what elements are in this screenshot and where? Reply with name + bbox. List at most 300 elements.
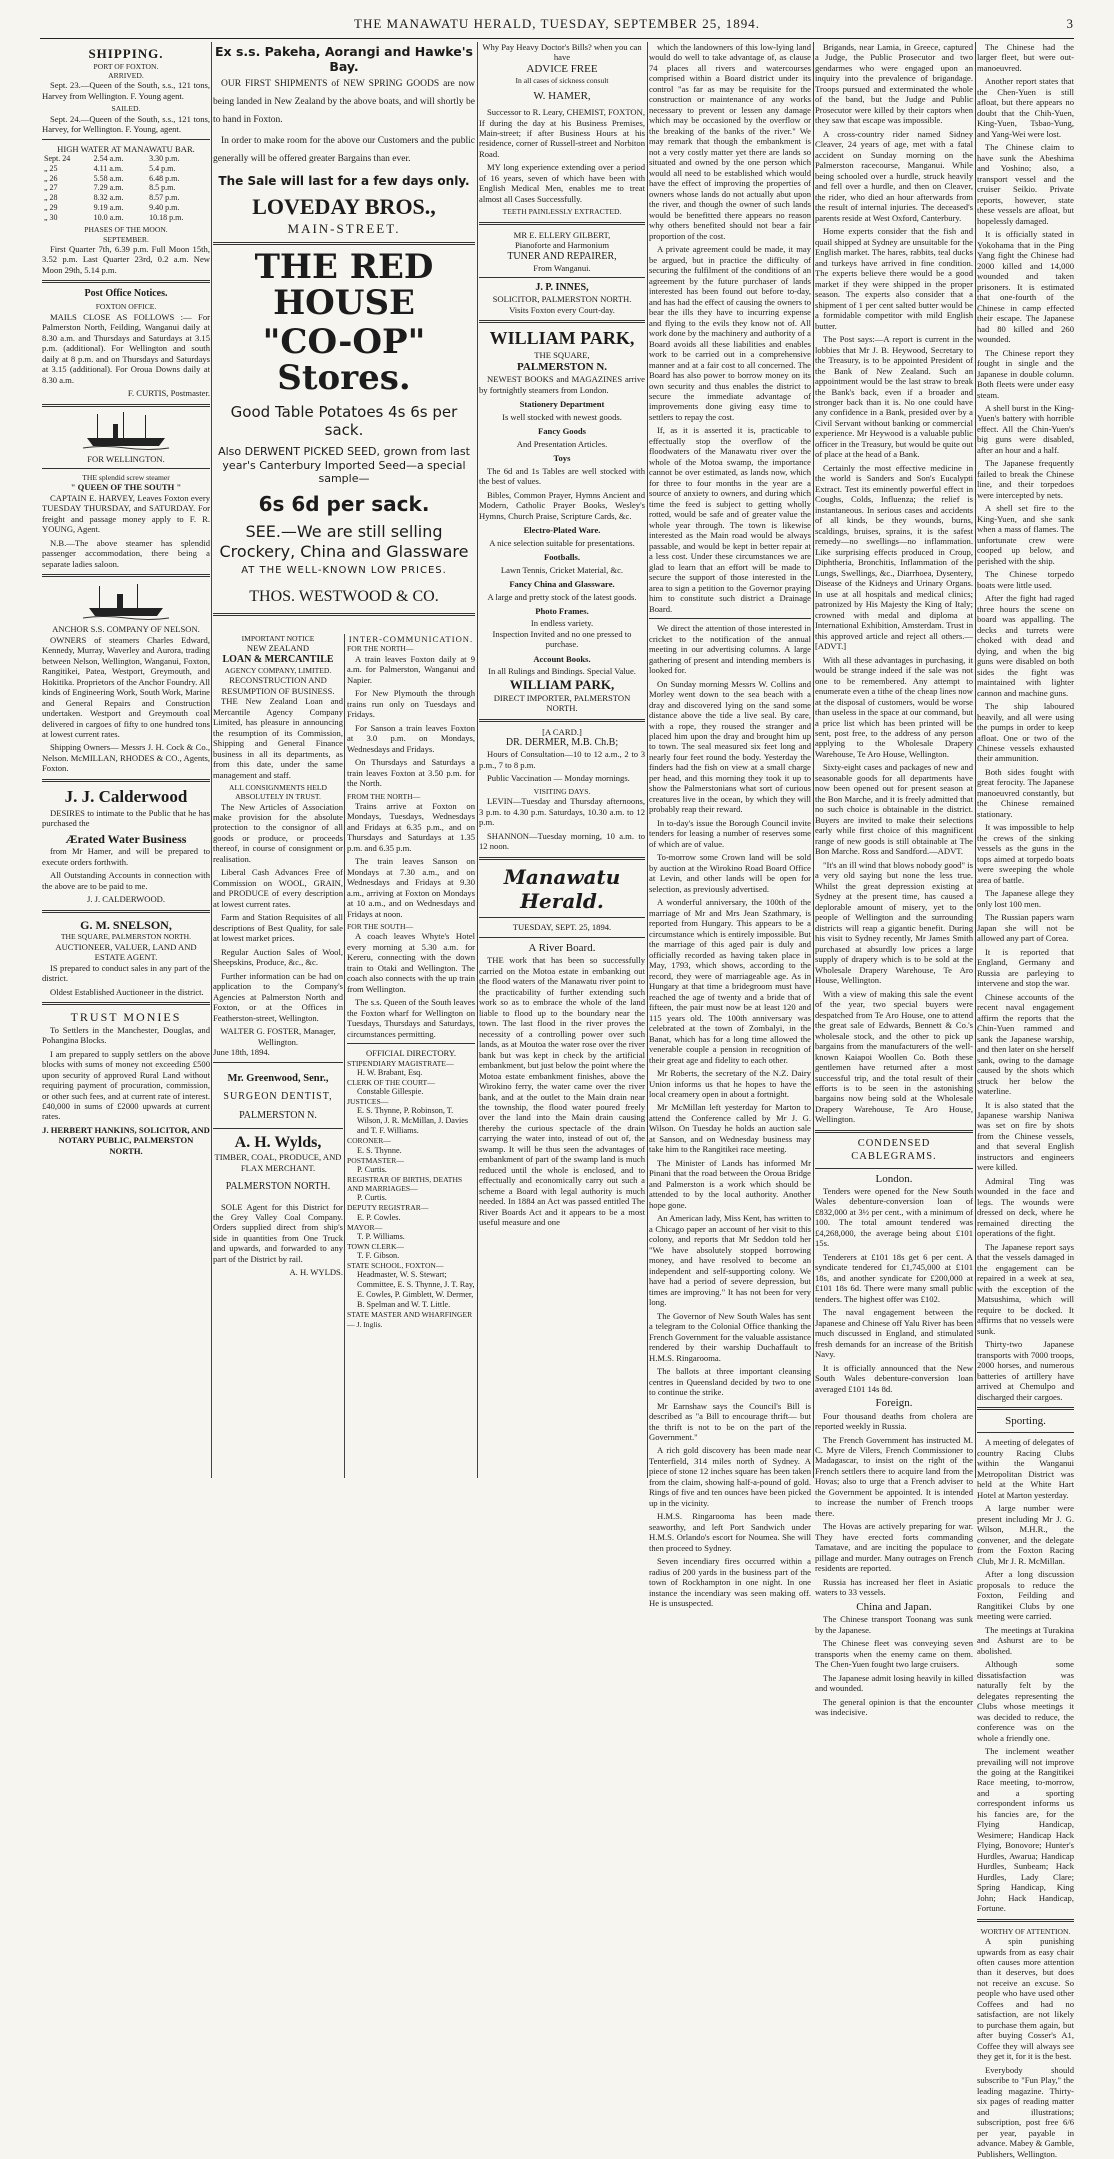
directory-name: T. F. Gibson.	[357, 1251, 400, 1261]
moon-phases: First Quarter 7th, 6.39 p.m. Full Moon 15th, 3.52 p.m. Last Quarter 23rd, 0.2 a.m. New Moon 29th, 5.14 p.m.	[42, 243, 210, 275]
news-para: A cross-country rider named Sidney Cleaver, 24 years of age, met with a fatal accident on Sunday morning on the Palmerston racecourse, Manganui. While being schooled over a hurdle, struck heavily and fell over a hurdle, and then on Cleaver, the rider, who died an hour afterwards from the result of internal injuries. The deceased's parents reside at West Oxford, Canterbury.	[815, 128, 973, 223]
port-name: PORT OF FOXTON.	[93, 61, 159, 71]
moon-month: SEPTEMBER.	[103, 234, 149, 244]
tide-cell: Sept. 24	[44, 154, 71, 164]
westwood-name: THOS. WESTWOOD & CO.	[249, 588, 439, 606]
official-directory	[347, 1059, 475, 1311]
tide-cell: 10.18 p.m.	[149, 212, 184, 222]
directory-name: E. S. Thynne, P. Robinson, T. Wilson, J. R. McMillan, J. Davies and T. F. Williams.	[357, 1106, 469, 1136]
local-news: A wonderful anniversary, the 100th of the marriage of Mr and Mrs Jean Szathmary, is reported from Hungary. This appears to be a circumstance which is entirely impossible. But the marriage of this aged pair is duly and officially recorded as having taken place in May, 1793, which shows, according to the record, they were of marriageable age. As in Hungary at that time a bridegroom must have reached the age of twenty and a bride that of fifteen, the pair must now be at least 120 and 115 years old. The 100th anniversary was celebrated at the town of Zombalyi, in the Banat, which has for a long time allowed the venerable couple a pension in recognition of their great age and fidelity to each other.	[649, 897, 811, 1065]
tide-cell: 9.19 a.m.	[93, 202, 124, 212]
for-south: FOR THE SOUTH—	[347, 922, 414, 932]
hamer-name: W. HAMER,	[533, 89, 591, 102]
inter-heading: INTER-COMMUNICATION.	[348, 634, 474, 644]
directory-role: JUSTICES—	[347, 1097, 389, 1107]
divider	[479, 320, 645, 323]
why-pay: Why Pay Heavy Doctor's Bills? when you can have	[482, 42, 642, 63]
cable-para: Tenders were opened for the New South Wales debenture-conversion loan of £832,000 at 3½ per cent., with a minimum of 100. The total amount tendered was £4,268,000, the average being about £101 15s.	[815, 1185, 973, 1249]
divider	[977, 1432, 1074, 1433]
park-photo: Photo Frames.	[535, 606, 589, 616]
column-divider	[211, 42, 212, 1478]
park-china: Fancy China and Glassware.	[509, 579, 615, 590]
sailed-label: SAILED.	[111, 104, 141, 114]
sale-heading: The Sale will last for a few days only.	[218, 173, 470, 188]
local-news: H.M.S. Ringarooma has been made seaworthy, and left Port Sandwich under H.M.S. Orlando's escort for Noumea. She will then proceed to Sydney.	[649, 1511, 811, 1553]
sailed-text: Sept. 24.—Queen of the South, s.s., 121 tons, Harvey, for Wellington. F. Young, agent.	[42, 113, 210, 135]
loan-heading: LOAN & MERCANTILE	[222, 653, 334, 665]
divider	[815, 1130, 973, 1133]
anchor-agents: Shipping Owners— Messrs J. H. Cock & Co., Nelson. McMILLAN, RHODES & CO., Agents, Foxton.	[42, 742, 210, 774]
for-north: FOR THE NORTH—	[347, 644, 414, 654]
park-footballs: Footballs.	[543, 552, 581, 563]
anchor-text: OWNERS of steamers Charles Edward, Kennedy, Murray, Waverley and Aurora, trading between Nelson, Wellington, Wanganui, Foxton, Rangitikei, Patea, Westport, Greymouth, and Hokitika. Proprietors of the Anchor Foundry. All kinds of Engineering Work, South Work, Marine and General Repairs and Construction undertaken. Westport and Greymouth coal delivered in cargoes of fifty to one hundred tons at lowest current rates.	[42, 634, 210, 739]
war-para: A shell burst in the King-Yuen's battery with horrible effect. All the Chin-Yuen's big guns were disabled, after an hour and a half.	[977, 402, 1074, 455]
divider	[479, 222, 645, 225]
tide-cell: 4.11 a.m.	[93, 163, 124, 173]
news-para: With a view of making this sale the event of the year, two special buyers were despatched from Te Aro House, one to attend the great sale of Edwards, Bennett & Co.'s wholesale stock, and the other to pick up bargains from the manufacturers of the well-known Kaiapoi Woollen Co. Both these gentlemen have returned after a most successful trip, and the total result of their efforts is to be seen in the astonishing bargains now being sold at the Wholesale Drapery Warehouse, Te Aro House, Wellington.	[815, 988, 973, 1125]
tide-cell: „ 25	[44, 163, 58, 173]
divider	[42, 1002, 210, 1005]
tide-cell: „ 27	[44, 183, 58, 193]
war-para: The Chinese had the larger fleet, but were out-manoeuvred.	[977, 42, 1074, 73]
teeth-line: TEETH PAINLESSLY EXTRACTED.	[502, 207, 622, 217]
war-para: The Japanese report says that the vessels damaged in the engagement can be repaired in a week at sea, with the exception of the Matsushima, which will require to be docked. It affirms that no vessels were sunk.	[977, 1241, 1074, 1336]
london-heading: London.	[875, 1172, 913, 1185]
official-tail: STATE MASTER AND WHARFINGER— J. Inglis.	[347, 1310, 473, 1329]
park-toys: Toys	[553, 453, 571, 464]
inter-communication	[347, 634, 475, 1329]
divider	[977, 1407, 1074, 1410]
tide-row	[42, 164, 210, 174]
cable-para: The general opinion is that the encounter was indecisive.	[815, 1696, 973, 1718]
news-para: Brigands, near Lamia, in Greece, captured a Judge, the Public Prosecutor and two gendarmes who were engaged upon an inquiry into the prevalence of brigandage. Troops pursued and exterminated the whole of the band, but the Judge and Public Prosecutor were killed by their captors when they saw that escape was impossible.	[815, 42, 973, 126]
directory-role: CLERK OF THE COURT—	[347, 1077, 435, 1087]
directory-role: CORONER—	[347, 1136, 391, 1146]
cable-para: Four thousand deaths from cholera are reported weekly in Russia.	[815, 1410, 973, 1432]
loveday-name: LOVEDAY BROS.,	[252, 194, 436, 220]
directory-name: H. W. Brabant, Esq.	[357, 1067, 423, 1077]
tide-cell: „ 30	[44, 212, 58, 222]
calderwood-text-3: All Outstanding Accounts in connection with the above are to be paid to me.	[42, 870, 210, 891]
war-para: The Chinese report they fought in single and the Japanese in double column. Both fleets were under easy steam.	[977, 347, 1074, 400]
train-6: The train leaves Sanson on Mondays at 7.30 a.m., and on Wednesdays and Fridays at 9.30 a.m., arriving at Foxton on Mondays at 10 a.m., and on Wednesdays and Fridays at noon.	[347, 856, 475, 919]
sporting-para: Although some dissatisfaction was naturally felt by the delegates representing the Clubs whose meetings it was decided to reduce, the conference was on the whole a friendly one.	[977, 1659, 1074, 1743]
cable-para: The naval engagement between the Japanese and Chinese off Yalu River has been much discussed in England, and stimulated fresh demands for an increase of the British Navy.	[815, 1307, 973, 1360]
innes-name: J. P. INNES,	[535, 282, 589, 294]
directory-name: P. Curtis.	[357, 1193, 387, 1203]
wylds-town: PALMERSTON NORTH.	[225, 1181, 331, 1193]
surgeon-line: SURGEON DENTIST,	[223, 1091, 333, 1103]
worthy-heading: WORTHY OF ATTENTION.	[980, 1926, 1071, 1936]
tide-cell: 7.29 a.m.	[93, 183, 124, 193]
tide-cell: 5.4 p.m.	[149, 163, 176, 173]
herald-date: TUESDAY, SEPT. 25, 1894.	[512, 922, 612, 933]
worthy-para: Everybody should subscribe to "Fun Play," the leading magazine. Thirty-six pages of reading matter and illustrations; subscription, post free 6/6 per year, payable in advance. Mabey & Gamble, Publishers, Wellington.	[977, 2064, 1074, 2159]
loan-signature: WALTER G. FOSTER, Manager, Wellington.	[220, 1026, 336, 1047]
divider	[479, 277, 645, 278]
sporting-para: After a long discussion proposals to reduce the Foxton, Feilding and Rangitikei Clubs by one meeting were carried.	[977, 1569, 1074, 1622]
directory-role: STIPENDIARY MAGISTRATE—	[347, 1058, 454, 1068]
loan-text: THE New Zealand Loan and Mercantile Agency Company Limited, has pleasure in announcing the resumption of its Commission, Shipping and General Finance business in all its departments, as from this date, under the same management and staff.	[213, 696, 343, 780]
anchor-heading: ANCHOR S.S. COMPANY OF NELSON.	[52, 624, 200, 635]
local-news: The ballots at three important cleansing centres in Queensland decided by two to one to continue the strike.	[649, 1366, 811, 1398]
column-1	[42, 42, 210, 1478]
tide-table	[42, 154, 210, 222]
local-news: Mr Earnshaw says the Council's Bill is described as "a Bill to encourage thrift— but the thrift is not to be on the part of the Government."	[649, 1400, 811, 1442]
worthy-para: A spin punishing upwards from as easy chair often causes more attention than it deserves, but does not receive an excuse. So people who have used other Coffees and had no satisfaction, are not likely to purchase them again, but after buying Cosser's A1, Coffee they will always see they get it, for it is the best.	[977, 1936, 1074, 2062]
dermer-vaccination: Public Vaccination — Monday mornings.	[487, 773, 630, 784]
sporting-heading: Sporting.	[1005, 1415, 1046, 1428]
column-divider	[813, 42, 814, 1478]
park-toys-text: The 6d and 1s Tables are well stocked with the best of values.	[479, 465, 645, 487]
divider	[479, 917, 645, 918]
tide-cell: „ 26	[44, 173, 58, 183]
snelson-text: IS prepared to conduct sales in any part of the district.	[42, 962, 210, 984]
divider	[42, 574, 210, 577]
directory-name: Constable Gillespie.	[357, 1087, 424, 1097]
steamer-illustration	[83, 412, 169, 450]
hankins-signature: J. HERBERT HANKINS, SOLICITOR, AND NOTARY PUBLIC, PALMERSTON NORTH.	[42, 1124, 210, 1156]
cable-para: The Hovas are actively preparing for war. They have erected forts commanding Tamatave, and are inciting the populace to pillage and murder. Many outrages on French residents are reported.	[815, 1521, 973, 1574]
cable-para: Tenderers at £101 18s get 6 per cent. A syndicate tendered for £1,745,000 at £101 18s, and another syndicate for £200,000 at £101 18s 6d. There were many small public tenders. The highest offer was £102.	[815, 1251, 973, 1304]
tide-cell: 6.48 p.m.	[149, 173, 180, 183]
derwent-text: Also DERWENT PICKED SEED, grown from last year's Canterbury Imported Seed—a special sample—	[218, 445, 470, 486]
park-presentation: And Presentation Articles.	[516, 438, 608, 449]
card-label: [A CARD.]	[542, 726, 582, 737]
divider	[479, 857, 645, 860]
tide-row	[42, 193, 210, 203]
local-news: To-morrow some Crown land will be sold by auction at the Wirokino Road Board Office at Levin, and other lands will be open for selection, as previously advertised.	[649, 852, 811, 894]
cable-para: Russia has increased her fleet in Asiatic waters to 33 vessels.	[815, 1576, 973, 1598]
war-para: Another report states that the Chen-Yuen is still afloat, but there appears no doubt that the Chih-Yuen, King-Yuen, Tsbao-Yung, and Yang-Wei were lost.	[977, 76, 1074, 139]
river-text: THE work that has been so successfully carried on the Motoa estate in embanking out the flood waters of the Manawatu river point to the practicability of further extending such work so as to embrace the whole of the land liable to flood up to the boundary near the town. The last flood in the river proves the necessity of a controlling power over such lands, as at Moutoa the water rose over the river bank but was kept in check by the artificial embankment, but just below the point where the Motoa estate embankment finishes, above the Wirokino ferry, the water came over the river bank, and at the outlet to the Main drain near the township, the flood water poured freely over the land into the Main drain causing thereby the curious spectacle of the drain carrying the water into, instead of out of, the swamp. It will be thus seen the advantages of embankment of part of the swamp land is much reduced until the whole is enclosed, and to effectually and economically carry out such a scheme a Board with legal authority is much needed. In 1884 an Act was passed entitled The River Boards Act and it appears to be a most useful measure and one	[479, 955, 645, 1228]
local-news: In to-day's issue the Borough Council invite tenders for leasing a number of reserves some of which are of value.	[649, 817, 811, 849]
wylds-text: SOLE Agent for this District for the Grey Valley Coal Company. Orders supplied direct from ship's side in quantities from One Truck and upwards, and forwarded to any part of the District by rail.	[213, 1201, 343, 1264]
war-para: Both sides fought with great ferocity. The Japanese manoeuvred constantly, but the Chinese remained stationary.	[977, 766, 1074, 819]
column-divider	[975, 42, 976, 1478]
war-para: After the fight had raged three hours the scene on board was appalling. The decks and turrets were choked with dead and dying, and when the big guns were disabled on both sides the fight was maintained with lighter cannon and machine guns.	[977, 593, 1074, 698]
steamer-line: THE splendid screw steamer	[82, 473, 170, 483]
news-para: Certainly the most effective medicine in the world is Sanders and Son's Eucalypti Extract. Test its eminently powerful effect in Coughs, Colds, Influenza; the relief is instantaneous. In serious cases and accidents of all kinds, be they wounds, burns, scaldings, bruises, sprains, it is the safest remedy—no swellings—no inflammation. Like surprising effects produced in Croup, Diphtheria, Bronchitis, Inflammation of the Lungs, Swellings, &c., Diarrhoea, Dysentery, Disease of the Kidneys and Urinary Organs. In use at all hospitals and medical clinics; patronized by His Majesty the King of Italy; crowned with medal and diploma at International Exhibition, Amsterdam. Trust in this approved article and reject all others.—[ADVT.]	[815, 462, 973, 652]
divider	[977, 1919, 1074, 1922]
tide-cell: 10.0 a.m.	[93, 212, 124, 222]
column-divider	[477, 42, 478, 1478]
park-name: WILLIAM PARK,	[489, 328, 635, 349]
directory-role: STATE SCHOOL, FOXTON—	[347, 1261, 444, 1271]
for-wellington: FOR WELLINGTON.	[87, 453, 165, 464]
column-3	[479, 42, 645, 1478]
war-para: The Japanese frequently failed to break the Chinese line, and their torpedoes were intercepted by nets.	[977, 458, 1074, 500]
wylds-heading: A. H. Wylds,	[234, 1133, 322, 1151]
war-para: The Chinese claim to have sunk the Abeshima and Yoshino; also, a transport vessel and the cruiser Seikio. Private reports, however, state these vessels are afloat, but hopelessly damaged.	[977, 142, 1074, 226]
tide-row	[42, 203, 210, 213]
hamer-text: Successor to R. Leary, CHEMIST, FOXTON, If during the day at his Business Premises, Main-street; if after Business Hours at his residence, corner of Russell-street and Norbiton Road.	[479, 107, 645, 159]
from-north: FROM THE NORTH—	[347, 791, 421, 801]
directory-role: MAYOR—	[347, 1222, 383, 1232]
park-electro-text: A nice selection suitable for presentations.	[489, 537, 635, 548]
divider	[347, 1043, 475, 1044]
calderwood-text: DESIRES to intimate to the Public that he has purchased the	[42, 807, 210, 829]
innes-visits: Visits Foxton every Court-day.	[509, 304, 615, 315]
tide-cell: 8.32 a.m.	[93, 193, 124, 203]
sporting-para: The inclement weather prevailing will not improve the going at the Rangitikei Race meeting, to-morrow, and a sporting correspondent informs us his fancies are, for the Flying Handicap, Wesimere; Handicap Hack Flying, Bonovore; Hunter's Hurdles, Awarua; Handicap Hurdles, Sunbeam; Hack Hurdles, Lady Clare; Spring Handicap, King John; Hack Handicap, Fortune.	[977, 1746, 1074, 1914]
park-inspection: Inspection Invited and no one pressed to purchase.	[492, 628, 632, 650]
calderwood-heading: J. J. Calderwood	[64, 786, 188, 806]
loan-reconstruction: RECONSTRUCTION AND RESUMPTION OF BUSINESS.	[221, 675, 335, 696]
pakeha-text: OUR FIRST SHIPMENTS of NEW SPRING GOODS are now being landed in New Zealand by the above boats, and will shortly be to hand in Foxton.	[213, 78, 475, 125]
park-books: NEWEST BOOKS and MAGAZINES arrive by fortnightly steamers from London.	[479, 374, 645, 395]
train-5: Trains arrive at Foxton on Mondays, Tuesdays, Wednesdays and Fridays at 6.35 p.m., and on Thursdays and Saturdays at 1.35 p.m. and 6.35 p.m.	[347, 800, 475, 853]
war-para: The ship laboured heavily, and all were using the pumps in order to keep afloat. One or two of the Chinese vessels exhausted their ammunition.	[977, 701, 1074, 764]
directory-name: E. S. Thynne.	[357, 1145, 402, 1155]
local-news: An American lady, Miss Kent, has written to a Chicago paper an account of her visit to this colony, and reports that Mr Seddon told her "We have absolutely stopped borrowing money, and have resolved to become an independent and self-supporting colony. We have had a period of severe depression, but times are improving." It has not been for very long.	[649, 1213, 811, 1308]
war-para: The Chinese torpedo boats were little used.	[977, 569, 1074, 590]
arrived-label: ARRIVED.	[108, 71, 144, 81]
train-2: For New Plymouth the through trains run only on Tuesdays and Fridays.	[347, 688, 475, 720]
masthead-title: THE MANAWATU HERALD, TUESDAY, SEPTEMBER 25, 1894.	[354, 16, 760, 31]
park-photo-text: In endless variety.	[530, 618, 594, 629]
masthead	[40, 16, 1074, 38]
park-town: PALMERSTON N.	[516, 360, 608, 373]
trust-text-2: I am prepared to supply settlers on the above blocks with sums of money not exceeding £500 upon security of approved Rural Land without requiring payment of procuration, commission, or other such fees, and at current rate of interest. £40,000 in sums of £2000 upwards at current rates.	[42, 1048, 210, 1122]
loan-nz: NEW ZEALAND	[246, 643, 310, 654]
river-heading: A River Board.	[528, 941, 596, 954]
park-footballs-text: Lawn Tennis, Cricket Material, &c.	[500, 564, 624, 575]
advice-free: ADVICE FREE	[526, 62, 598, 75]
tide-cell: 3.30 p.m.	[149, 154, 180, 164]
sporting-para: The meetings at Turakina and Ashurst are to be abolished.	[977, 1624, 1074, 1656]
divider	[213, 1062, 343, 1063]
arrived-text: Sept. 23.—Queen of the South, s.s., 121 tons, Harvey from Wellington. F. Young agent.	[42, 80, 210, 101]
dermer-hours: Hours of Consultation—10 to 12 a.m., 2 to 3 p.m., 7 to 8 p.m.	[479, 749, 645, 770]
war-para: A shell set fire to the King-Yuen, and she sank when a mass of flames. The unfortunate crew were cooped up below, and perished with the ship.	[977, 503, 1074, 566]
loan-text-3: Liberal Cash Advances Free of Commission on WOOL, GRAIN, and PRODUCE of every description at lowest current rates.	[213, 867, 343, 909]
war-para: Admiral Ting was wounded in the face and legs. The wounds were dressed on deck, where he remained directing the operations of the fight.	[977, 1175, 1074, 1239]
directory-role: POSTMASTER—	[347, 1155, 404, 1165]
directory-name: E. P. Cowles.	[357, 1212, 401, 1222]
page-number: 3	[1066, 16, 1074, 31]
column-divider	[647, 42, 648, 1478]
divider	[213, 1128, 343, 1129]
sporting-para: A large number were present including Mr J. G. Wilson, M.H.R., the convener, and the delegate from the Foxton Racing Club, Mr J. R. McMillan.	[977, 1503, 1074, 1566]
moon-heading: PHASES OF THE MOON.	[84, 225, 168, 235]
steamer-schedule: CAPTAIN E. HARVEY, Leaves Foxton every TUESDAY THURSDAY, and SATURDAY. For freight and passage money apply to F. R. YOUNG, Agent.	[42, 492, 210, 535]
wylds-trade: TIMBER, COAL, PRODUCE, AND FLAX MERCHANT.	[214, 1152, 342, 1173]
post-office-sub: FOXTON OFFICE.	[95, 302, 157, 312]
divider	[42, 468, 210, 469]
park-fancy: Fancy Goods	[538, 426, 586, 437]
divider	[42, 280, 210, 283]
greenwood-heading: Mr. Greenwood, Senr.,	[227, 1072, 329, 1084]
cable-para: The French Government has instructed M. C. Myre de Vilers, French Commissioner to Madagascar, to insist on the right of the French settlers there to acquire land from the Hovas; also to urge that a French adviser to the Government be appointed. It is intended to increase the number of French troops there.	[815, 1434, 973, 1518]
war-para: It is officially stated in Yokohama that in the Ping Yang fight the Chinese had 2000 killed and 14,000 wounded and taken prisoners. It is estimated that one-fourth of the Chinese in camp effected their escape. The Japanese had 80 killed and 260 wounded.	[977, 229, 1074, 345]
local-news: The Minister of Lands has informed Mr Pinani that the road between the Oroua Bridge and Palmerston is a work which should be attended to by the local authority. Another hope gone.	[649, 1157, 811, 1210]
loan-text-5: Regular Auction Sales of Wool, Sheepskins, Produce, &c., &c.	[213, 946, 343, 968]
divider	[213, 613, 475, 616]
local-news: On Sunday morning Messrs W. Collins and Morley went down to the sea beach with a dray and discovered lying on the sand some distance above the tide a live seal. By care, with a rope, they roused the stranger and placed him upon the dray and brought him up to town. The seal measured six feet long and nearly four feet round the body. Yesterday the finders had the fish on view at a small charge per head, and this morning they took it up to show the Palmerstonians what sort of curious creatures live in the ocean, by which they will probably reap their reward.	[649, 678, 811, 815]
loan-text-4: Farm and Station Requisites of all descriptions of Best Quality, for sale at lowest market prices.	[213, 912, 343, 944]
directory-name: T. P. Williams.	[357, 1231, 405, 1241]
park-importer: DIRECT IMPORTER, PALMERSTON NORTH.	[493, 692, 631, 714]
snelson-address: THE SQUARE, PALMERSTON NORTH.	[60, 932, 192, 942]
red-house-title: THE RED HOUSE	[254, 247, 434, 323]
train-3: For Sanson a train leaves Foxton at 3.0 p.m. on Mondays, Wednesdays and Fridays.	[347, 722, 475, 754]
pakeha-heading: Ex s.s. Pakeha, Aorangi and Hawke's Bay.	[215, 44, 473, 75]
column-4	[649, 42, 811, 1609]
cablegrams-heading: CONDENSED CABLEGRAMS.	[851, 1137, 937, 1162]
potatoes-line: Good Table Potatoes 4s 6s per sack.	[230, 402, 458, 440]
divider	[479, 937, 645, 938]
tide-cell: 5.58 a.m.	[93, 173, 124, 183]
divider	[42, 910, 210, 913]
snelson-heading: G. M. SNELSON,	[80, 917, 172, 932]
local-news: Seven incendiary fires occurred within a radius of 200 yards in the business part of the town of Rockhampton in one night. In one instance the incendiary was seen making off. He is unsuspected.	[649, 1556, 811, 1609]
loan-text-2: The New Articles of Association make provision for the absolute protection to the consignor of all goods or produce, or proceeds thereof, in course of consignment or realisation.	[213, 801, 343, 864]
cable-para: It is officially announced that the New South Wales debenture-conversion loan averaged £101 14s 8d.	[815, 1362, 973, 1394]
postmaster-signature: F. CURTIS, Postmaster.	[127, 388, 210, 399]
war-para: It is reported that England, Germany and Russia are parleying to intervene and stop the war.	[977, 946, 1074, 989]
gilbert-name: MR E. ELLERY GILBERT,	[513, 229, 611, 240]
news-para: Home experts consider that the fish and quail shipped at Sydney are unsuitable for the English market. The hares, rabbits, teal ducks and turkeys have arrived in fine condition. The experts believe there would be a good market if they were shipped in the proper season. The experts also consider that a shipment of 1 per cent salted butter would be a formidable competitor with mild English butter.	[815, 226, 973, 331]
tide-cell: 2.54 a.m.	[93, 154, 124, 164]
tide-heading: HIGH WATER AT MANAWATU BAR.	[57, 143, 195, 154]
article-para: which the landowners of this low-lying land would do well to take advantage of, as clause 74 places all rivers and watercourses comprised within a Board district under its control "as far as may be requisite for the construction or maintenance of any works necessary to prevent or lessen any damage which may be occasioned by the overflow or the breaking of the banks of the river." We may remark that though the embankment is not a very costly matter yet there are lands so situated and owned by the one person which would all need to be established which would have the effect of improving the properties of owners whose lands do not actually abut upon the river, and though the owner of such lands would be benefitted there appears no reason why others benefited should not bear a fair proportion of the cost.	[649, 42, 811, 241]
calderwood-signature: J. J. CALDERWOOD.	[86, 894, 166, 905]
news-para: "It's an ill wind that blows nobody good" is a very old saying but none the less true. Whilst the great depression existing at Sydney at the present time, has caused a deplorable amount of misery, yet to the people of Wellington and the surrounding districts will reap a gigantic benefit. During his visit to Sydney recently, Mr James Smith purchased at absurdly low prices a large supply of drapery which is to be sold at the Wholesale Drapery Warehouse, Te Aro House, Wellington.	[815, 859, 973, 986]
war-para: Chinese accounts of the recent naval engagement affirm the reports that the Chin-Yuen rammed and sank the Japanese warship, and then later on she herself sank, owing to the damage caused by the shots which struck her below the waterline.	[977, 991, 1074, 1097]
park-china-text: A large and pretty stock of the latest goods.	[487, 591, 637, 602]
train-7: A coach leaves Whyte's Hotel every morning at 5.30 a.m. for Kereru, connecting with the down train to Otaki and Wellington. The coach also connects with the up train from Wellington.	[347, 931, 475, 994]
park-bibles: Bibles, Common Prayer, Hymns Ancient and Modern, Catholic Prayer Books, Wesley's Hymns, Church Praise, Scripture Cards, &c.	[479, 489, 645, 521]
divider	[479, 719, 645, 722]
tide-cell: 9.40 p.m.	[149, 202, 180, 212]
park-square: THE SQUARE,	[534, 350, 590, 361]
post-office-heading: Post Office Notices.	[84, 288, 168, 300]
article-para: A private agreement could be made, it may be argued, but in practice the difficulty of securing the fulfilment of the conditions of an agreement by the future purchaser of lands interested has been found out before to-day, and has had the effect of causing the owners to bear the ills they have to incurring expense and flying to the evils they know not of. All work done by the machinery and authority of a Board avoids all these liabilities and enables work to be carried out in a comprehensive manner and at a fair cost to all concerned. The Board has also power to borrow money on its own security and thus enables the district to secure the immediate advantage of improvements done giving easy time to settlers to repay the cost.	[649, 244, 811, 422]
column-6	[977, 42, 1074, 2159]
war-para: Thirty-two Japanese transports with 7000 troops, 2000 horses, and numerous batteries of artillery have arrived at Chemulpo and discharged their cargoes.	[977, 1339, 1074, 1402]
shipping-heading: SHIPPING.	[88, 46, 164, 61]
park-electro: Electro-Plated Ware.	[523, 525, 601, 536]
directory-role: DEPUTY REGISTRAR—	[347, 1203, 429, 1213]
directory-name: P. Curtis.	[357, 1164, 387, 1174]
divider	[42, 779, 210, 782]
tide-row	[42, 213, 210, 223]
crockery-line: SEE.—We are still selling Crockery, China and Glassware	[219, 522, 469, 561]
war-para: It is also stated that the Japanese warship Naniwa was set on fire by shots from the Chinese vessels, and that several English instructors and engineers were killed.	[977, 1099, 1074, 1173]
column-5	[815, 42, 973, 1718]
local-news: The Governor of New South Wales has sent a telegram to the Colonial Office thanking the French Government for the valuable assistance rendered by their warship Duchaffault to H.M.S. Ringarooma.	[649, 1310, 811, 1363]
loan-consignments: ALL CONSIGNMENTS HELD ABSOLUTELY IN TRUST.	[228, 783, 327, 802]
official-heading: OFFICIAL DIRECTORY.	[365, 1048, 457, 1059]
loan-date: June 18th, 1894.	[213, 1047, 270, 1058]
pakeha-text-2: In order to make room for the above our Customers and the public generally will be offered greater Bargains than ever.	[213, 135, 475, 164]
cable-para: The Chinese transport Toonang was sunk by the Japanese.	[815, 1614, 973, 1635]
wylds-signature: A. H. WYLDS.	[289, 1267, 343, 1278]
co-op-title: "CO-OP" Stores.	[262, 322, 426, 399]
local-news: A rich gold discovery has been made near Tenterfield, 314 miles north of Sydney. A piece of stone 12 inches square has been taken from the claim, showing half-a-pound of gold. Rings of five and ten ounces have been picked up in the vicinity.	[649, 1445, 811, 1508]
trust-text: To Settlers in the Manchester, Douglas, and Pohangina Blocks.	[42, 1024, 210, 1046]
tide-row	[42, 183, 210, 193]
china-japan-heading: China and Japan.	[856, 1600, 932, 1613]
levin-line: LEVIN—Tuesday and Thursday afternoons, 3 p.m. to 4.30 p.m. Saturdays, 10.30 a.m. to 12 p.m.	[479, 796, 645, 828]
war-para: It was impossible to help the crews of the sinking vessels as the guns in the tops aimed at torpedo boats were sweeping the whole area of battle.	[977, 822, 1074, 885]
article-para: If, as it is asserted it is, practicable to effectually stop the overflow of the floodwaters of the Manawatu river over the whole of the Motoa swamp, the importance cannot be over estimated, as lands now, which for three to four months in the year are a source of anxiety to owners, and during which time the feed is subject to getting wholly rotted, would be safe and of greater value the whole year through. The town is likewise interested as the Main road would be always passable, and would be kept in better repair at a less cost. Under these circumstances we are glad to learn that an effort will be made to secure the support of those interested in the area to sign a petition to the Governor praying him to constitute such district a Drainage Board.	[649, 425, 811, 614]
steamer-name: " QUEEN OF THE SOUTH "	[70, 482, 182, 493]
mails-text: MAILS CLOSE AS FOLLOWS :— For Palmerston North, Feilding, Wanganui daily at 8.30 a.m. and Thursdays and Saturdays at 3.15 p.m. (additional). For Wellington and south daily at 8 p.m. and on Thursdays and Saturdays at 3.15 (additional). For Oroua Downs daily at 8.30 a.m.	[42, 311, 210, 385]
news-para: Sixty-eight cases and packages of new and seasonable goods for all departments have now been opened out for present season at the Bon Marche, and it is freely admitted that no such choice is obtainable in the district. Buyers are invited to make their selections early while first choice of this magnificent range of new goods is still obtainable at The Bon Marche. Ross and Sandford.—ADVT.	[815, 762, 973, 857]
greenwood-town: PALMERSTON N.	[239, 1109, 317, 1121]
directory-name: Headmaster, W. S. Stewart; Committee, E. S. Thynne, J. T. Ray, E. Cowles, P. Gimblett, W. Dermer, B. Spelman and W. T. Little.	[357, 1270, 475, 1310]
local-news: We direct the attention of those interested in cricket to the notification of the annual meeting in our advertising columns. A large gathering of present and intending members is looked for.	[649, 623, 811, 676]
park-account-text: In all Rulings and Bindings. Special Value.	[488, 666, 636, 677]
visiting-days: VISITING DAYS.	[533, 786, 591, 796]
directory-role: REGISTRAR OF BIRTHS, DEATHS AND MARRIAGES—	[347, 1174, 463, 1194]
news-para: The Post says:—A report is current in the lobbies that Mr J. B. Heywood, Secretary to the Treasury, is to be appointed President of the Bank of New Zealand. Such an appointment would be the last straw to break the Bank's back, even if a broader and stronger back than it is. No one could have any confidence in a Bank, presided over by a Civil Servant without banking or commercial experience. Mr Heywood is a valuable public officer in the Treasury, but would be quite out of place at the head of a Bank.	[815, 334, 973, 460]
tide-cell: „ 28	[44, 193, 58, 203]
loveday-street: MAIN-STREET.	[287, 221, 401, 237]
calderwood-text-2: from Mr Hamer, and will be prepared to execute orders forthwith.	[42, 846, 210, 867]
loan-important: IMPORTANT NOTICE	[241, 634, 315, 643]
cable-para: The Japanese admit losing heavily in killed and wounded.	[815, 1672, 973, 1694]
snelson-role: AUCTIONEER, VALUER, LAND AND ESTATE AGENT.	[55, 941, 197, 963]
gilbert-tuner: TUNER AND REPAIRER,	[507, 250, 617, 262]
divider	[42, 139, 210, 140]
low-prices-line: AT THE WELL-KNOWN LOW PRICES.	[241, 565, 447, 577]
train-1: A train leaves Foxton daily at 9 a.m. for Palmerston, Wanganui and Napier.	[347, 653, 475, 685]
loan-ad	[213, 634, 343, 1278]
gilbert-from: From Wanganui.	[533, 262, 591, 273]
loan-text-6: Further information can be had on application to the Company's Agencies at Palmerston North and Foxton, or at the Offices in Featherston-street, Wellington.	[213, 970, 343, 1023]
directory-role: TOWN CLERK—	[347, 1241, 405, 1251]
cable-para: The Chinese fleet was conveying seven transports when the enemy came on them. The Chen-Yuen fought two large cruisers.	[815, 1638, 973, 1670]
dermer-name: DR. DERMER, M.B. Ch.B;	[505, 737, 619, 749]
local-news: Mr McMillan left yesterday for Marton to attend the Conference called by Mr J. G. Wilson. On Tuesday he holds an auction sale at Sanson, and on Wednesday business may take him to the Rangitikei race meeting.	[649, 1102, 811, 1155]
aerated-heading: Ærated Water Business	[65, 831, 187, 846]
gilbert-trade: Pianoforte and Harmonium	[514, 240, 610, 251]
divider	[649, 618, 811, 619]
herald-nameplate: Manawatu Herald.	[503, 864, 621, 913]
shannon-line: SHANNON—Tuesday morning, 10 a.m. to 12 noon.	[479, 830, 645, 852]
park-account: Account Books.	[533, 653, 591, 664]
masthead-rule	[40, 38, 1074, 39]
steamer-illustration	[83, 582, 169, 620]
park-stationery: Stationery Department	[519, 399, 605, 410]
snelson-text-2: Oldest Established Auctioneer in the district.	[50, 986, 204, 997]
sporting-para: A meeting of delegates of country Racing Clubs within the Wanganui Metropolitan District was held at the White Hart Hotel at Marton yesterday.	[977, 1437, 1074, 1500]
consult-line: In all cases of sickness consult	[515, 76, 609, 86]
column-2	[213, 42, 475, 1478]
war-para: The Japanese allege they only lost 100 men.	[977, 888, 1074, 909]
trust-heading: TRUST MONIES	[70, 1009, 182, 1024]
loan-agency: AGENCY COMPANY, LIMITED.	[224, 665, 332, 675]
column-divider	[344, 634, 345, 1478]
divider	[815, 1168, 973, 1169]
train-8: The s.s. Queen of the South leaves the Foxton wharf for Wellington on Tuesdays, Thursdays and Saturdays, circumstances permitting.	[347, 997, 475, 1039]
seed-price: 6s 6d per sack.	[258, 491, 430, 516]
train-4: On Thursdays and Saturdays a train leaves Foxton at 3.50 p.m. for the North.	[347, 757, 475, 789]
tide-cell: „ 29	[44, 202, 58, 212]
park-name-2: WILLIAM PARK,	[509, 676, 615, 692]
war-para: The Russian papers warn Japan she will not be allowed any part of Corea.	[977, 912, 1074, 944]
tide-cell: 8.57 p.m.	[149, 193, 180, 203]
steamer-note: N.B.—The above steamer has splendid passenger accommodation, there being a separate ladies saloon.	[42, 537, 210, 569]
tide-cell: 8.5 p.m.	[149, 183, 176, 193]
divider	[42, 404, 210, 407]
hamer-experience: MY long experience extending over a period of 16 years, seven of which have been with English Medical Men, enables me to treat almost all Cases Successfully.	[479, 162, 645, 204]
local-news: Mr Roberts, the secretary of the N.Z. Dairy Union informs us that he hopes to have the local creamery open in about a fortnight.	[649, 1068, 811, 1099]
news-para: With all these advantages in purchasing, it would be strange indeed if the sale was not one to be remembered. Any attempt to enumerate even a tithe of the cheap lines now at the disposal of customers, would be worse than useless in the space at our command, but a price list which has been printed will be sent, post free, to the address of any person applying to the Wholesale Drapery Warehouse, Te Aro House, Wellington.	[815, 654, 973, 759]
